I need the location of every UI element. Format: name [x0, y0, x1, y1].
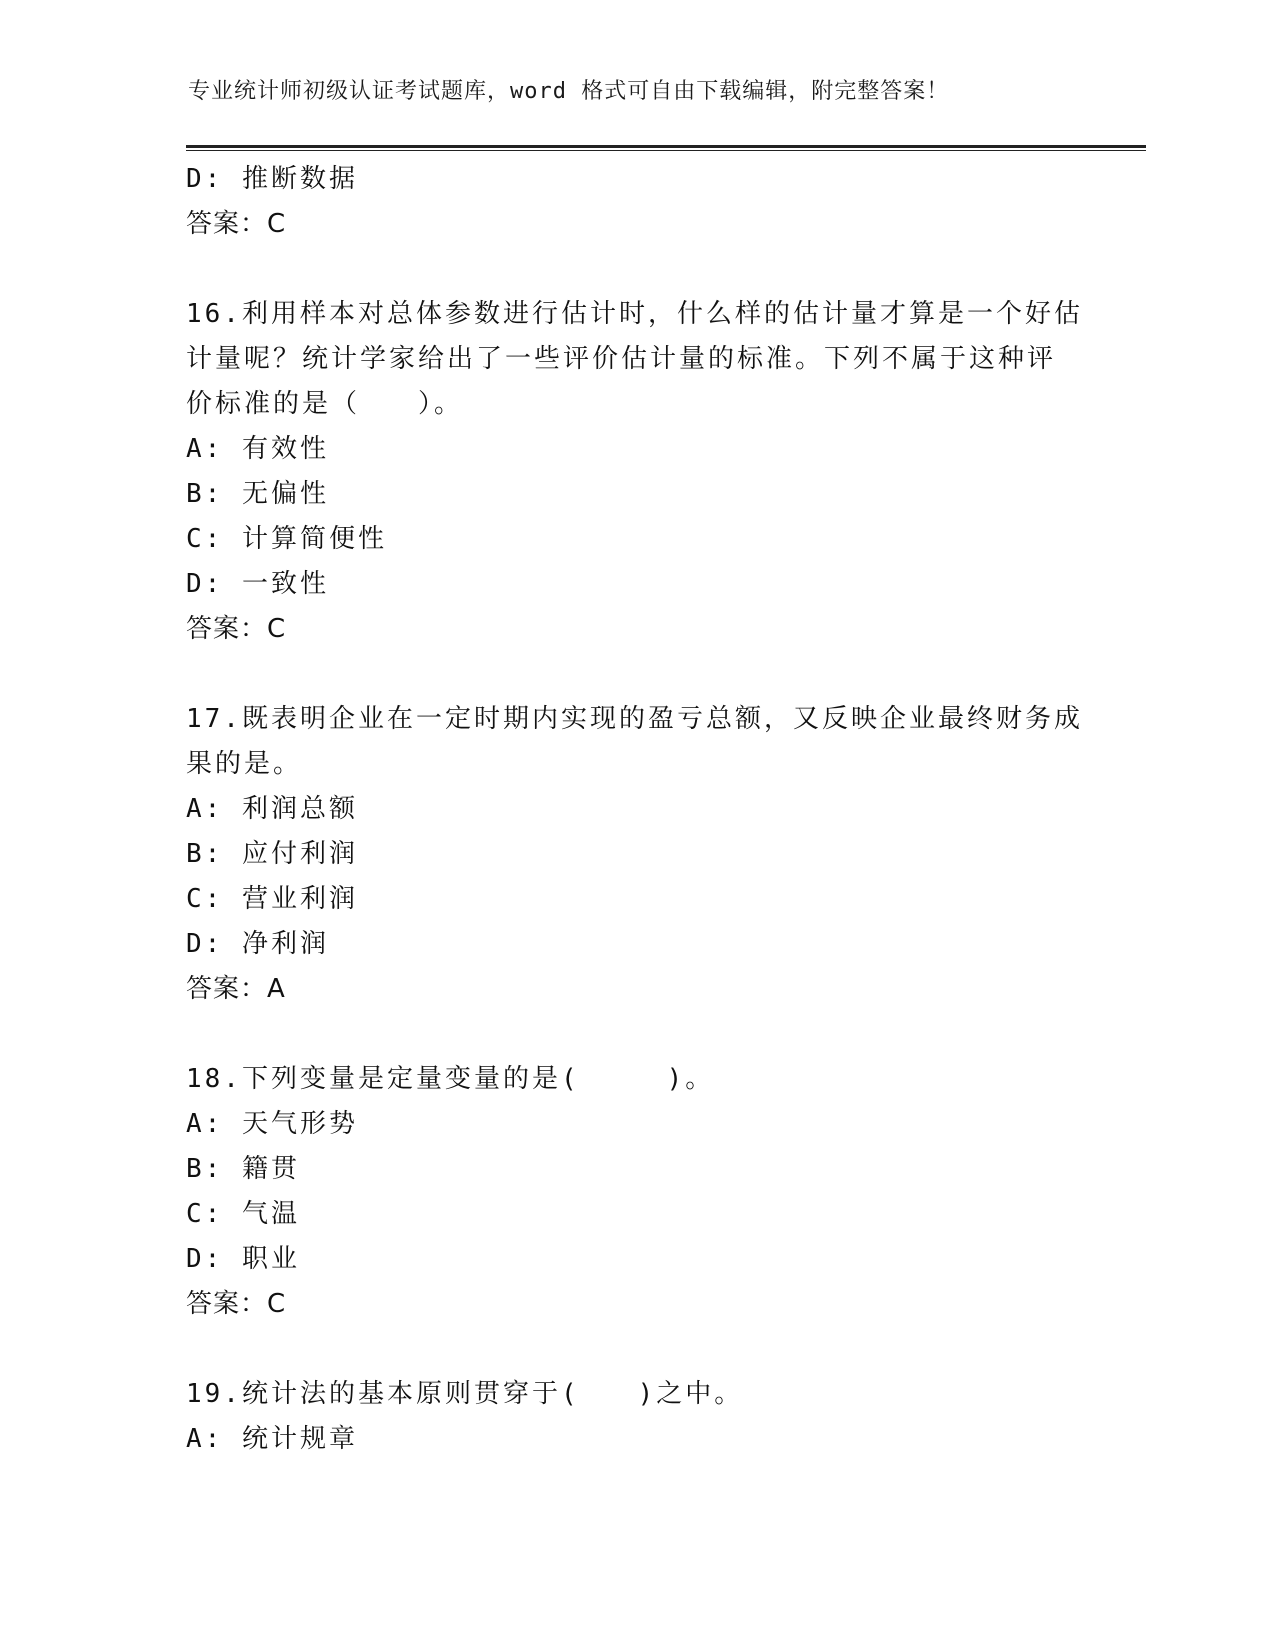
option-c: C: 气温	[186, 1199, 300, 1229]
option-b: B: 无偏性	[186, 479, 329, 509]
option-a: A: 利润总额	[186, 794, 358, 824]
option-d: D: 职业	[186, 1244, 300, 1274]
option-b: B: 应付利润	[186, 839, 358, 869]
question-stem-line: 价标准的是（ ）。	[186, 389, 464, 419]
answer: 答案：C	[186, 614, 287, 644]
question-19	[186, 1372, 1086, 1462]
question-stem-line: 18.下列变量是定量变量的是( )。	[186, 1064, 715, 1094]
answer-prev: 答案：C	[186, 209, 287, 239]
spacer	[186, 247, 1086, 292]
question-stem-line: 17.既表明企业在一定时期内实现的盈亏总额，又反映企业最终财务成	[186, 704, 1083, 734]
question-stem-line: 果的是。	[186, 749, 303, 779]
spacer	[186, 1327, 1086, 1372]
header-divider-thin	[186, 150, 1146, 151]
question-content	[186, 157, 1086, 1462]
option-a: A: 有效性	[186, 434, 329, 464]
question-stem-line: 19.统计法的基本原则贯穿于( )之中。	[186, 1379, 744, 1409]
header-divider-thick	[186, 145, 1146, 148]
option-d-prev: D: 推断数据	[186, 164, 358, 194]
answer: 答案：C	[186, 1289, 287, 1319]
spacer	[186, 652, 1086, 697]
option-b: B: 籍贯	[186, 1154, 300, 1184]
page-header: 专业统计师初级认证考试题库，word 格式可自由下载编辑，附完整答案！	[188, 79, 950, 104]
question-16	[186, 292, 1086, 652]
answer: 答案：A	[186, 974, 286, 1004]
option-c: C: 计算简便性	[186, 524, 387, 554]
option-d: D: 一致性	[186, 569, 329, 599]
question-18	[186, 1057, 1086, 1327]
option-c: C: 营业利润	[186, 884, 358, 914]
question-17	[186, 697, 1086, 1012]
question-stem-line: 计量呢？统计学家给出了一些评价估计量的标准。下列不属于这种评	[186, 344, 1057, 374]
question-stem-line: 16.利用样本对总体参数进行估计时，什么样的估计量才算是一个好估	[186, 299, 1083, 329]
option-d: D: 净利润	[186, 929, 329, 959]
spacer	[186, 1012, 1086, 1057]
option-a: A: 统计规章	[186, 1424, 358, 1454]
option-a: A: 天气形势	[186, 1109, 358, 1139]
